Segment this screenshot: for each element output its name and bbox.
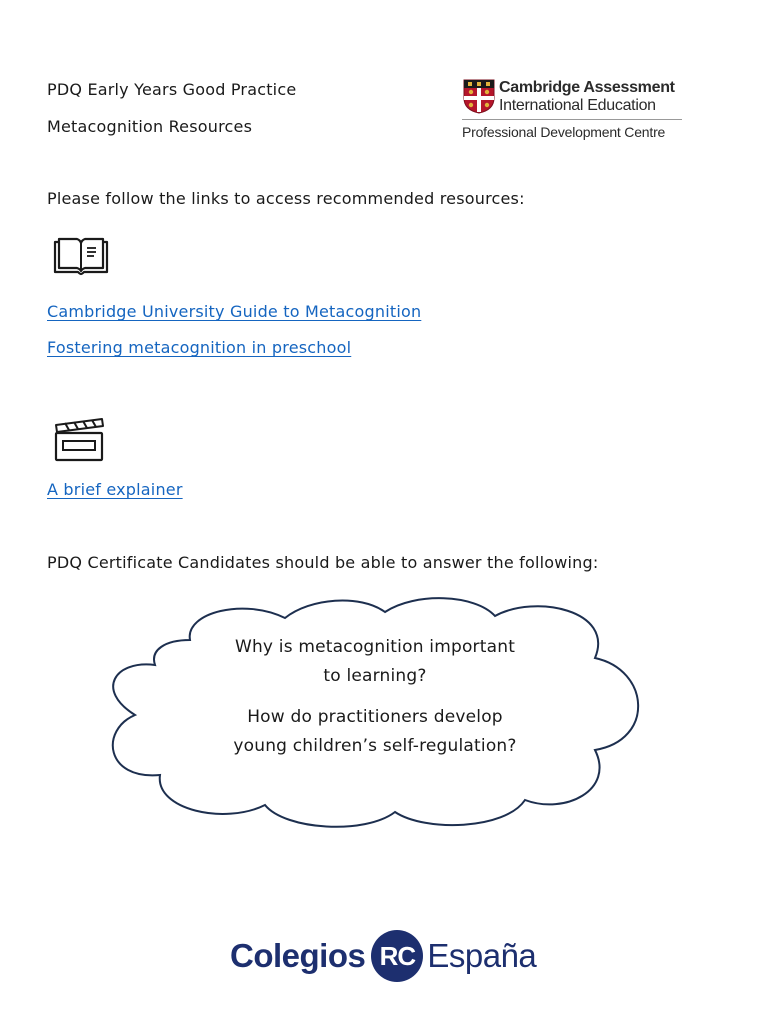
question-1-line-1: Why is metacognition important <box>234 637 516 657</box>
brand-colegios: Colegios <box>230 937 366 974</box>
question-2-line-2: young children’s self-regulation? <box>233 736 517 756</box>
logo-line-3: Professional Development Centre <box>462 124 666 140</box>
page-title: PDQ Early Years Good Practice <box>47 80 297 99</box>
logo-divider <box>462 119 682 120</box>
brand-espana: España <box>427 937 537 974</box>
intro-text: Please follow the links to access recommended resources: <box>47 189 525 208</box>
question-2-line-1: How do practitioners develop <box>247 707 503 727</box>
clapperboard-icon <box>52 417 106 463</box>
question-2 <box>95 703 655 761</box>
question-1 <box>95 633 655 691</box>
cambridge-logo <box>462 78 684 144</box>
logo-line-1: Cambridge Assessment <box>499 79 675 96</box>
cambridge-shield-icon <box>462 78 496 114</box>
link-fostering-metacognition[interactable]: Fostering metacognition in preschool <box>47 338 352 357</box>
logo-line-2: International Education <box>499 97 656 114</box>
book-icon <box>52 236 110 278</box>
link-cambridge-guide[interactable]: Cambridge University Guide to Metacognition <box>47 302 422 321</box>
brand-rc-badge: RC <box>371 930 423 982</box>
page-subtitle: Metacognition Resources <box>47 117 253 136</box>
question-1-line-2: to learning? <box>323 666 427 686</box>
questions-intro: PDQ Certificate Candidates should be able to answer the following: <box>47 553 599 572</box>
colegios-rc-logo <box>230 928 536 984</box>
link-brief-explainer[interactable]: A brief explainer <box>47 480 183 499</box>
